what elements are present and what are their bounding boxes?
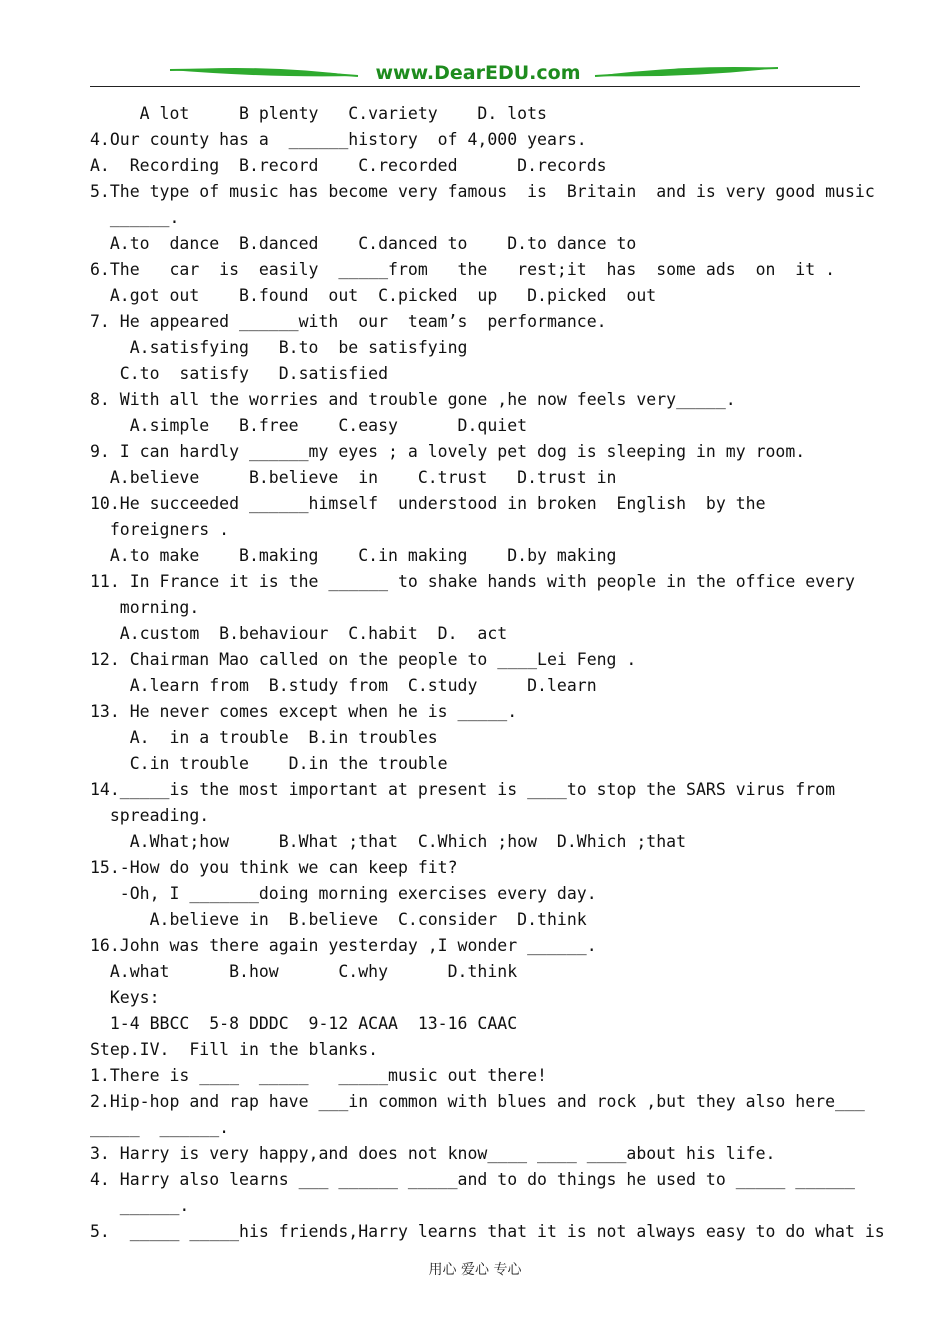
text-line: 13. He never comes except when he is _____. bbox=[90, 702, 518, 721]
text-line: 7. He appeared ______with our team’s performance. bbox=[90, 312, 607, 331]
text-line: A.got out B.found out C.picked up D.picked out bbox=[90, 286, 657, 305]
text-line: morning. bbox=[90, 598, 200, 617]
text-line: A.believe B.believe in C.trust D.trust in bbox=[90, 468, 617, 487]
text-line: _____ ______. bbox=[90, 1118, 230, 1137]
text-line: Keys: bbox=[90, 988, 160, 1007]
text-line: 15.-How do you think we can keep fit? bbox=[90, 858, 458, 877]
text-line: 5. _____ _____his friends,Harry learns that it is not always easy to do what is bbox=[90, 1222, 885, 1241]
text-line: A. in a trouble B.in troubles bbox=[90, 728, 438, 747]
text-line: ______. bbox=[90, 1196, 190, 1215]
text-line: 6.The car is easily _____from the rest;it has some ads on it . bbox=[90, 260, 836, 279]
text-line: A.satisfying B.to be satisfying bbox=[90, 338, 468, 357]
text-line: A.to make B.making C.in making D.by making bbox=[90, 546, 617, 565]
text-line: 14._____is the most important at present is ____to stop the SARS virus from bbox=[90, 780, 836, 799]
text-line: A.simple B.free C.easy D.quiet bbox=[90, 416, 528, 435]
text-line: 8. With all the worries and trouble gone ,he now feels very_____. bbox=[90, 390, 736, 409]
text-line: spreading. bbox=[90, 806, 210, 825]
text-line: 9. I can hardly ______my eyes ; a lovely pet dog is sleeping in my room. bbox=[90, 442, 806, 461]
text-line: A.believe in B.believe C.consider D.think bbox=[90, 910, 587, 929]
text-line: 16.John was there again yesterday ,I wonder ______. bbox=[90, 936, 597, 955]
text-line: A.What;how B.What ;that C.Which ;how D.Which ;that bbox=[90, 832, 687, 851]
text-line: 1.There is ____ _____ _____music out there! bbox=[90, 1066, 547, 1085]
text-line: A.to dance B.danced C.danced to D.to dance to bbox=[90, 234, 637, 253]
text-line: foreigners . bbox=[90, 520, 230, 539]
text-line: 1-4 BBCC 5-8 DDDC 9-12 ACAA 13-16 CAAC bbox=[90, 1014, 518, 1033]
text-line: 4.Our county has a ______history of 4,000 years. bbox=[90, 130, 587, 149]
text-line: A lot B plenty C.variety D. lots bbox=[90, 104, 547, 123]
text-line: -Oh, I _______doing morning exercises every day. bbox=[90, 884, 597, 903]
text-line: A. Recording B.record C.recorded D.records bbox=[90, 156, 607, 175]
text-line: A.custom B.behaviour C.habit D. act bbox=[90, 624, 508, 643]
header-rule bbox=[90, 86, 860, 87]
text-line: Step.IV. Fill in the blanks. bbox=[90, 1040, 379, 1059]
text-line: 2.Hip-hop and rap have ___in common with blues and rock ,but they also here___ bbox=[90, 1092, 865, 1111]
text-line: 12. Chairman Mao called on the people to ____Lei Feng . bbox=[90, 650, 637, 669]
text-line: 11. In France it is the ______ to shake hands with people in the office every bbox=[90, 572, 855, 591]
text-line: 5.The type of music has become very famous is Britain and is very good music bbox=[90, 182, 875, 201]
text-line: A.learn from B.study from C.study D.learn bbox=[90, 676, 597, 695]
text-line: 3. Harry is very happy,and does not know____ ____ ____about his life. bbox=[90, 1144, 776, 1163]
text-line: A.what B.how C.why D.think bbox=[90, 962, 518, 981]
text-line: ______. bbox=[90, 208, 180, 227]
text-line: 4. Harry also learns ___ ______ _____and to do things he used to _____ ______ bbox=[90, 1170, 855, 1189]
text-line: 10.He succeeded ______himself understood in broken English by the bbox=[90, 494, 766, 513]
site-logo: www.DearEDU.com bbox=[375, 62, 581, 84]
text-line: C.in trouble D.in the trouble bbox=[90, 754, 448, 773]
page-footer: 用心 爱心 专心 bbox=[428, 1262, 522, 1278]
document-body bbox=[90, 101, 885, 1245]
text-line: C.to satisfy D.satisfied bbox=[90, 364, 389, 383]
